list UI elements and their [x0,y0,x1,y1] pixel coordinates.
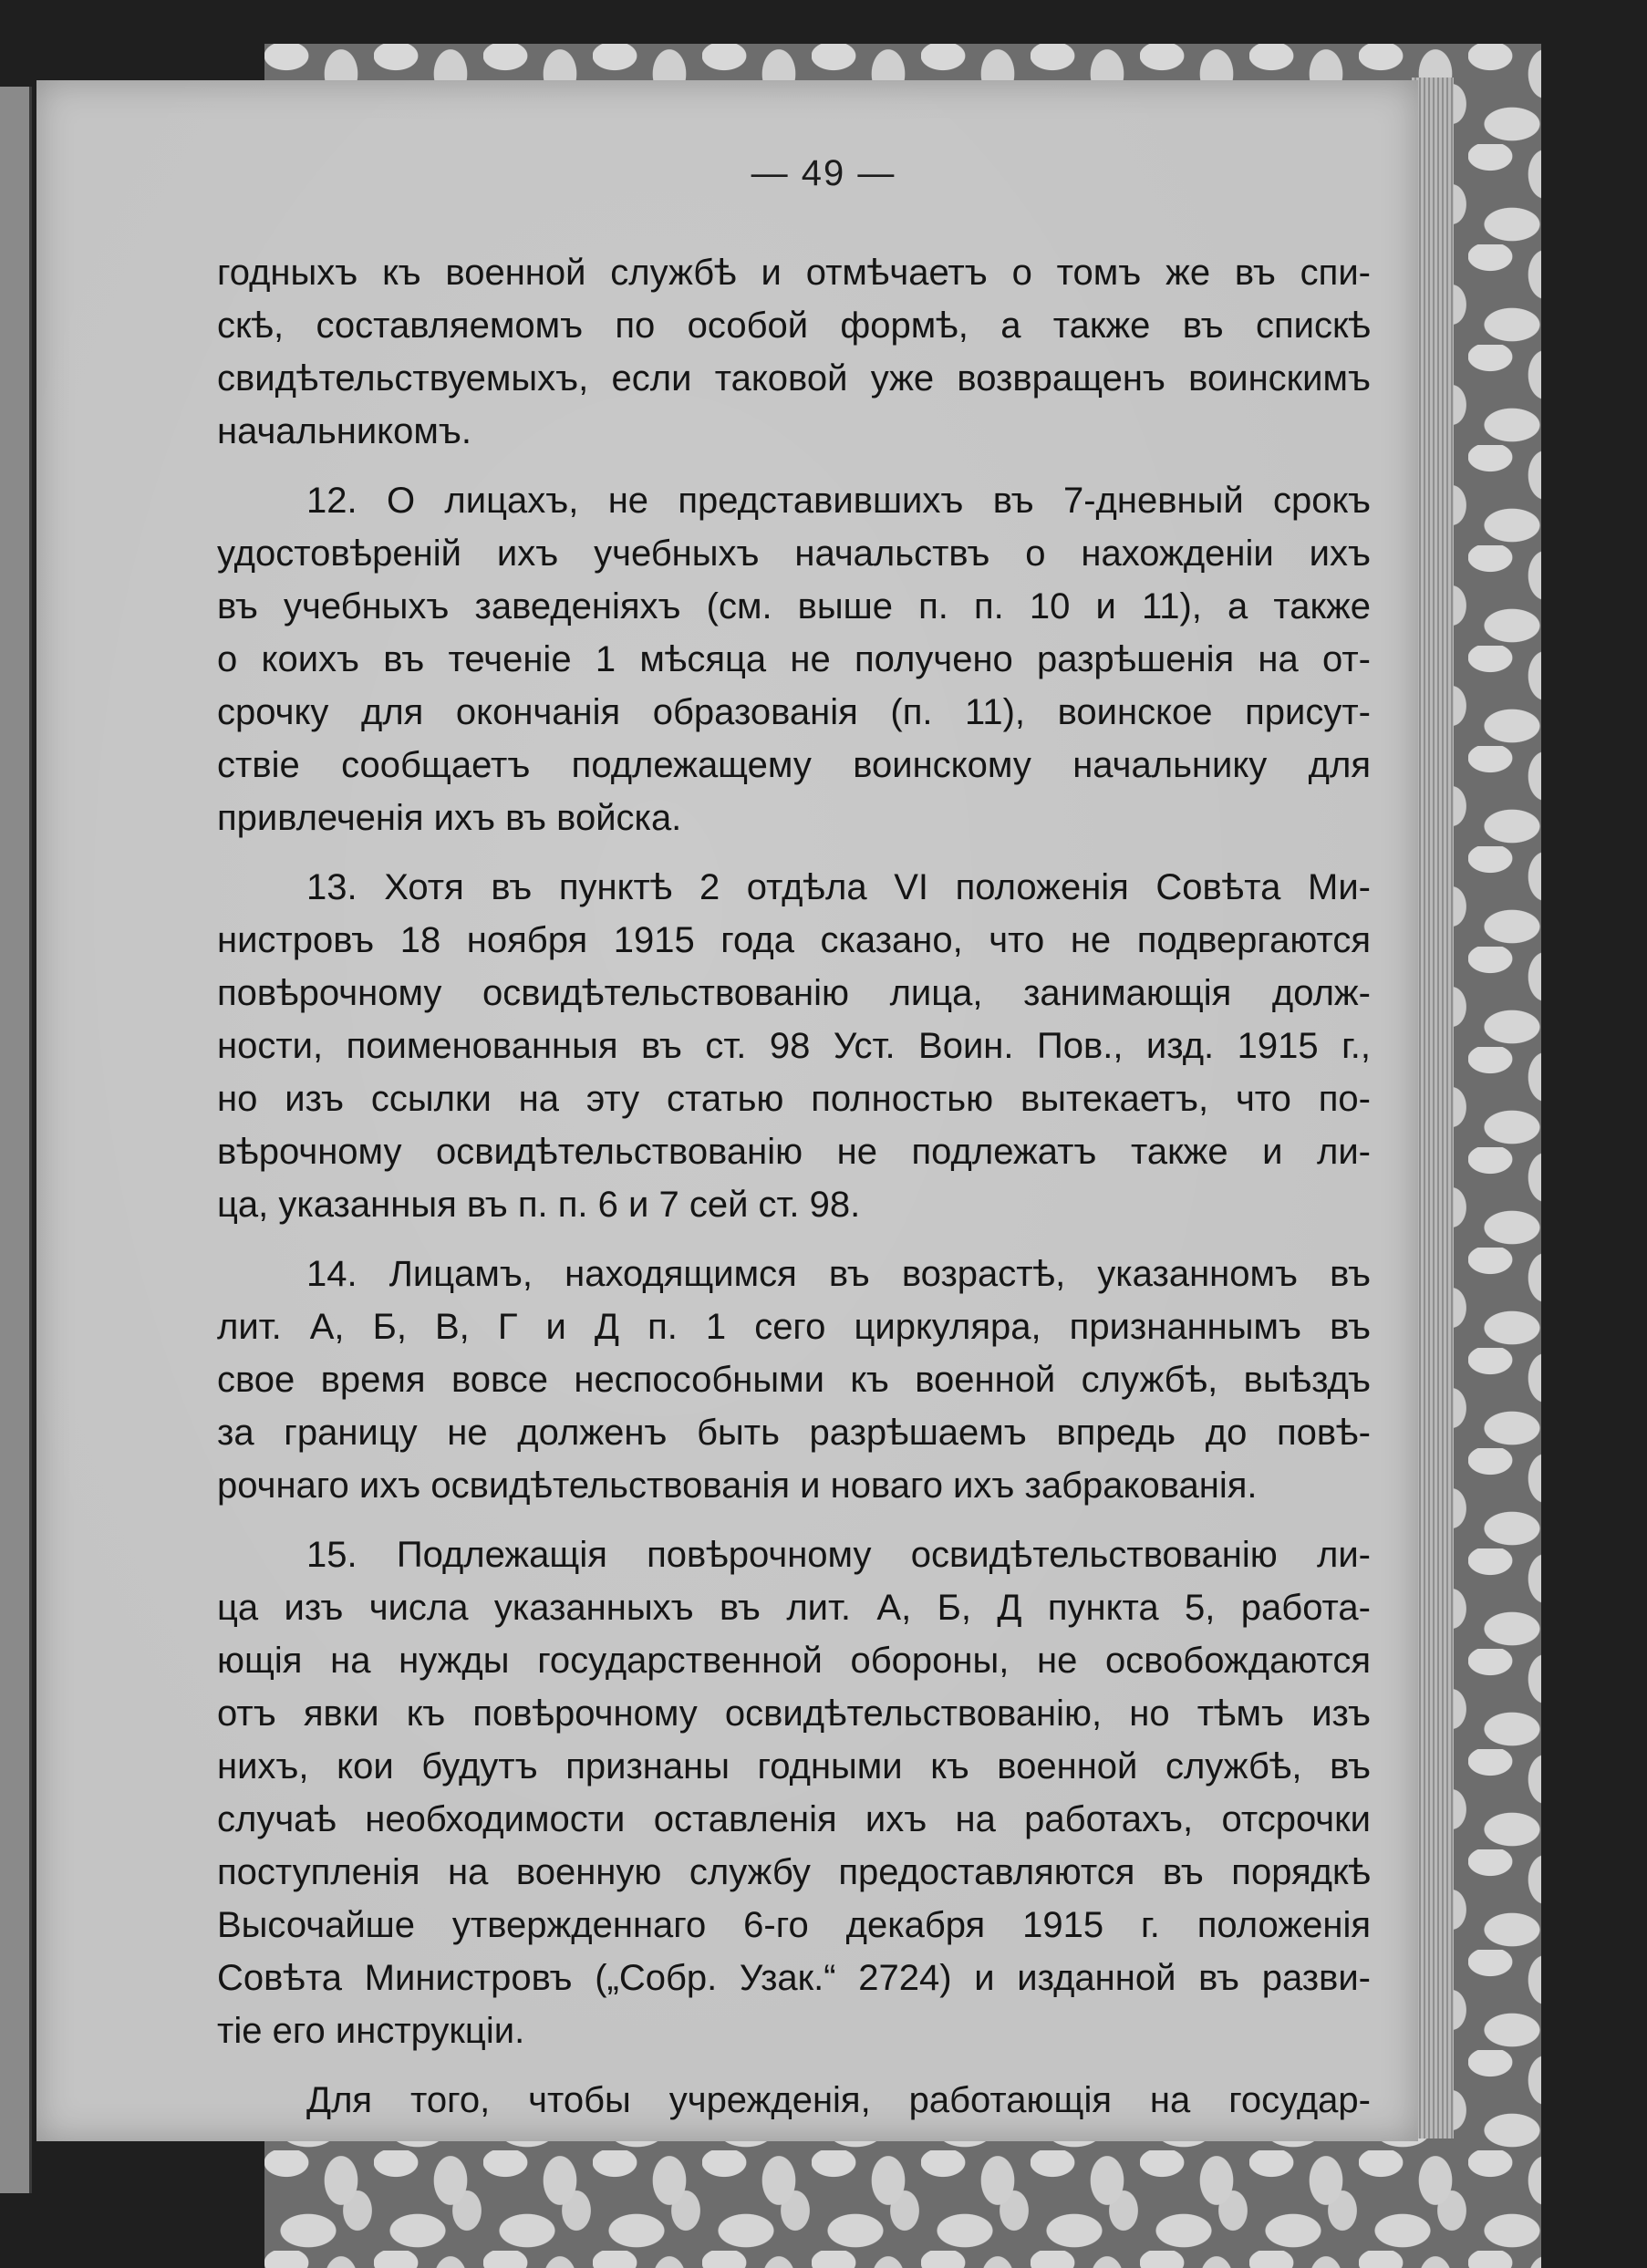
text-line: 15. Подлежащія повѣрочному освидѣтельствованію ли- [306,1535,1371,1575]
text-line: ца изъ числа указанныхъ въ лит. А, Б, Д пункта 5, работа- [217,1588,1371,1628]
text-line: ности, поименованныя въ ст. 98 Уст. Воин. Пов., изд. 1915 г., [217,1026,1371,1066]
paragraph [217,1528,1371,2057]
text-line: рочнаго ихъ освидѣтельствованія и новаго ихъ забракованія. [217,1465,1258,1506]
text-line: случаѣ необходимости оставленія ихъ на работахъ, отсрочки [217,1799,1371,1839]
text-line: поступленія на военную службу предоставляются въ порядкѣ [217,1852,1371,1892]
text-line: начальникомъ. [217,411,471,451]
text-line: лит. А, Б, В, Г и Д п. 1 сего циркуляра, признаннымъ въ [217,1307,1371,1347]
text-line: привлеченія ихъ въ войска. [217,798,682,838]
text-line: ющія на нужды государственной обороны, не освобождаются [217,1641,1371,1681]
text-line: Для того, чтобы учрежденія, работающія на государ- [306,2080,1371,2120]
text-line: въ учебныхъ заведеніяхъ (см. выше п. п. 10 и 11), а также [217,586,1371,627]
text-line: тіе его инструкціи. [217,2011,525,2051]
paragraph [217,246,1371,458]
previous-page-edge [0,87,32,2193]
paragraph [217,861,1371,1231]
text-line: нистровъ 18 ноября 1915 года сказано, что не подвергаются [217,920,1371,960]
text-line: свое время вовсе неспособными къ военной службѣ, выѣздъ [217,1360,1371,1400]
text-line: вѣрочному освидѣтельствованію не подлежатъ также и ли- [217,1132,1371,1172]
text-line: свидѣтельствуемыхъ, если таковой уже возвращенъ воинскимъ [217,358,1371,399]
text-line: ствіе сообщаетъ подлежащему воинскому начальнику для [217,745,1371,785]
text-line: срочку для окончанія образованія (п. 11), воинское присут- [217,692,1371,732]
text-line: о коихъ въ теченіе 1 мѣсяца не получено разрѣшенія на от- [217,639,1371,679]
text-line: за границу не долженъ быть разрѣшаемъ впредь до повѣ- [217,1413,1371,1453]
paragraph [217,474,1371,844]
page-number: — 49 — [751,153,896,193]
text-line: повѣрочному освидѣтельствованію лица, занимающія долж- [217,973,1371,1013]
text-line: удостовѣреній ихъ учебныхъ начальствъ о нахожденіи ихъ [217,533,1371,574]
text-line: нихъ, кои будутъ признаны годными къ военной службѣ, въ [217,1746,1371,1786]
paragraph [217,2074,1371,2127]
text-line: ца, указанныя въ п. п. 6 и 7 сей ст. 98. [217,1185,861,1225]
text-line: скѣ, составляемомъ по особой формѣ, а также въ спискѣ [217,306,1371,346]
page-text [217,246,1371,2143]
text-line: Совѣта Министровъ („Собр. Узак.“ 2724) и изданной въ разви- [217,1958,1371,1998]
text-line: годныхъ къ военной службѣ и отмѣчаетъ о томъ же въ спи- [217,253,1371,293]
text-line: 13. Хотя въ пунктѣ 2 отдѣла VI положенія Совѣта Ми- [306,867,1371,907]
text-line: 14. Лицамъ, находящимся въ возрастѣ, указанномъ въ [306,1254,1371,1294]
text-line: отъ явки къ повѣрочному освидѣтельствованію, но тѣмъ изъ [217,1693,1371,1734]
text-line: Высочайше утвержденнаго 6-го декабря 1915 г. положенія [217,1905,1371,1945]
text-line: 12. О лицахъ, не представившихъ въ 7-дневный срокъ [306,481,1371,521]
paragraph [217,1248,1371,1512]
text-line: но изъ ссылки на эту статью полностью вытекаетъ, что по- [217,1079,1371,1119]
